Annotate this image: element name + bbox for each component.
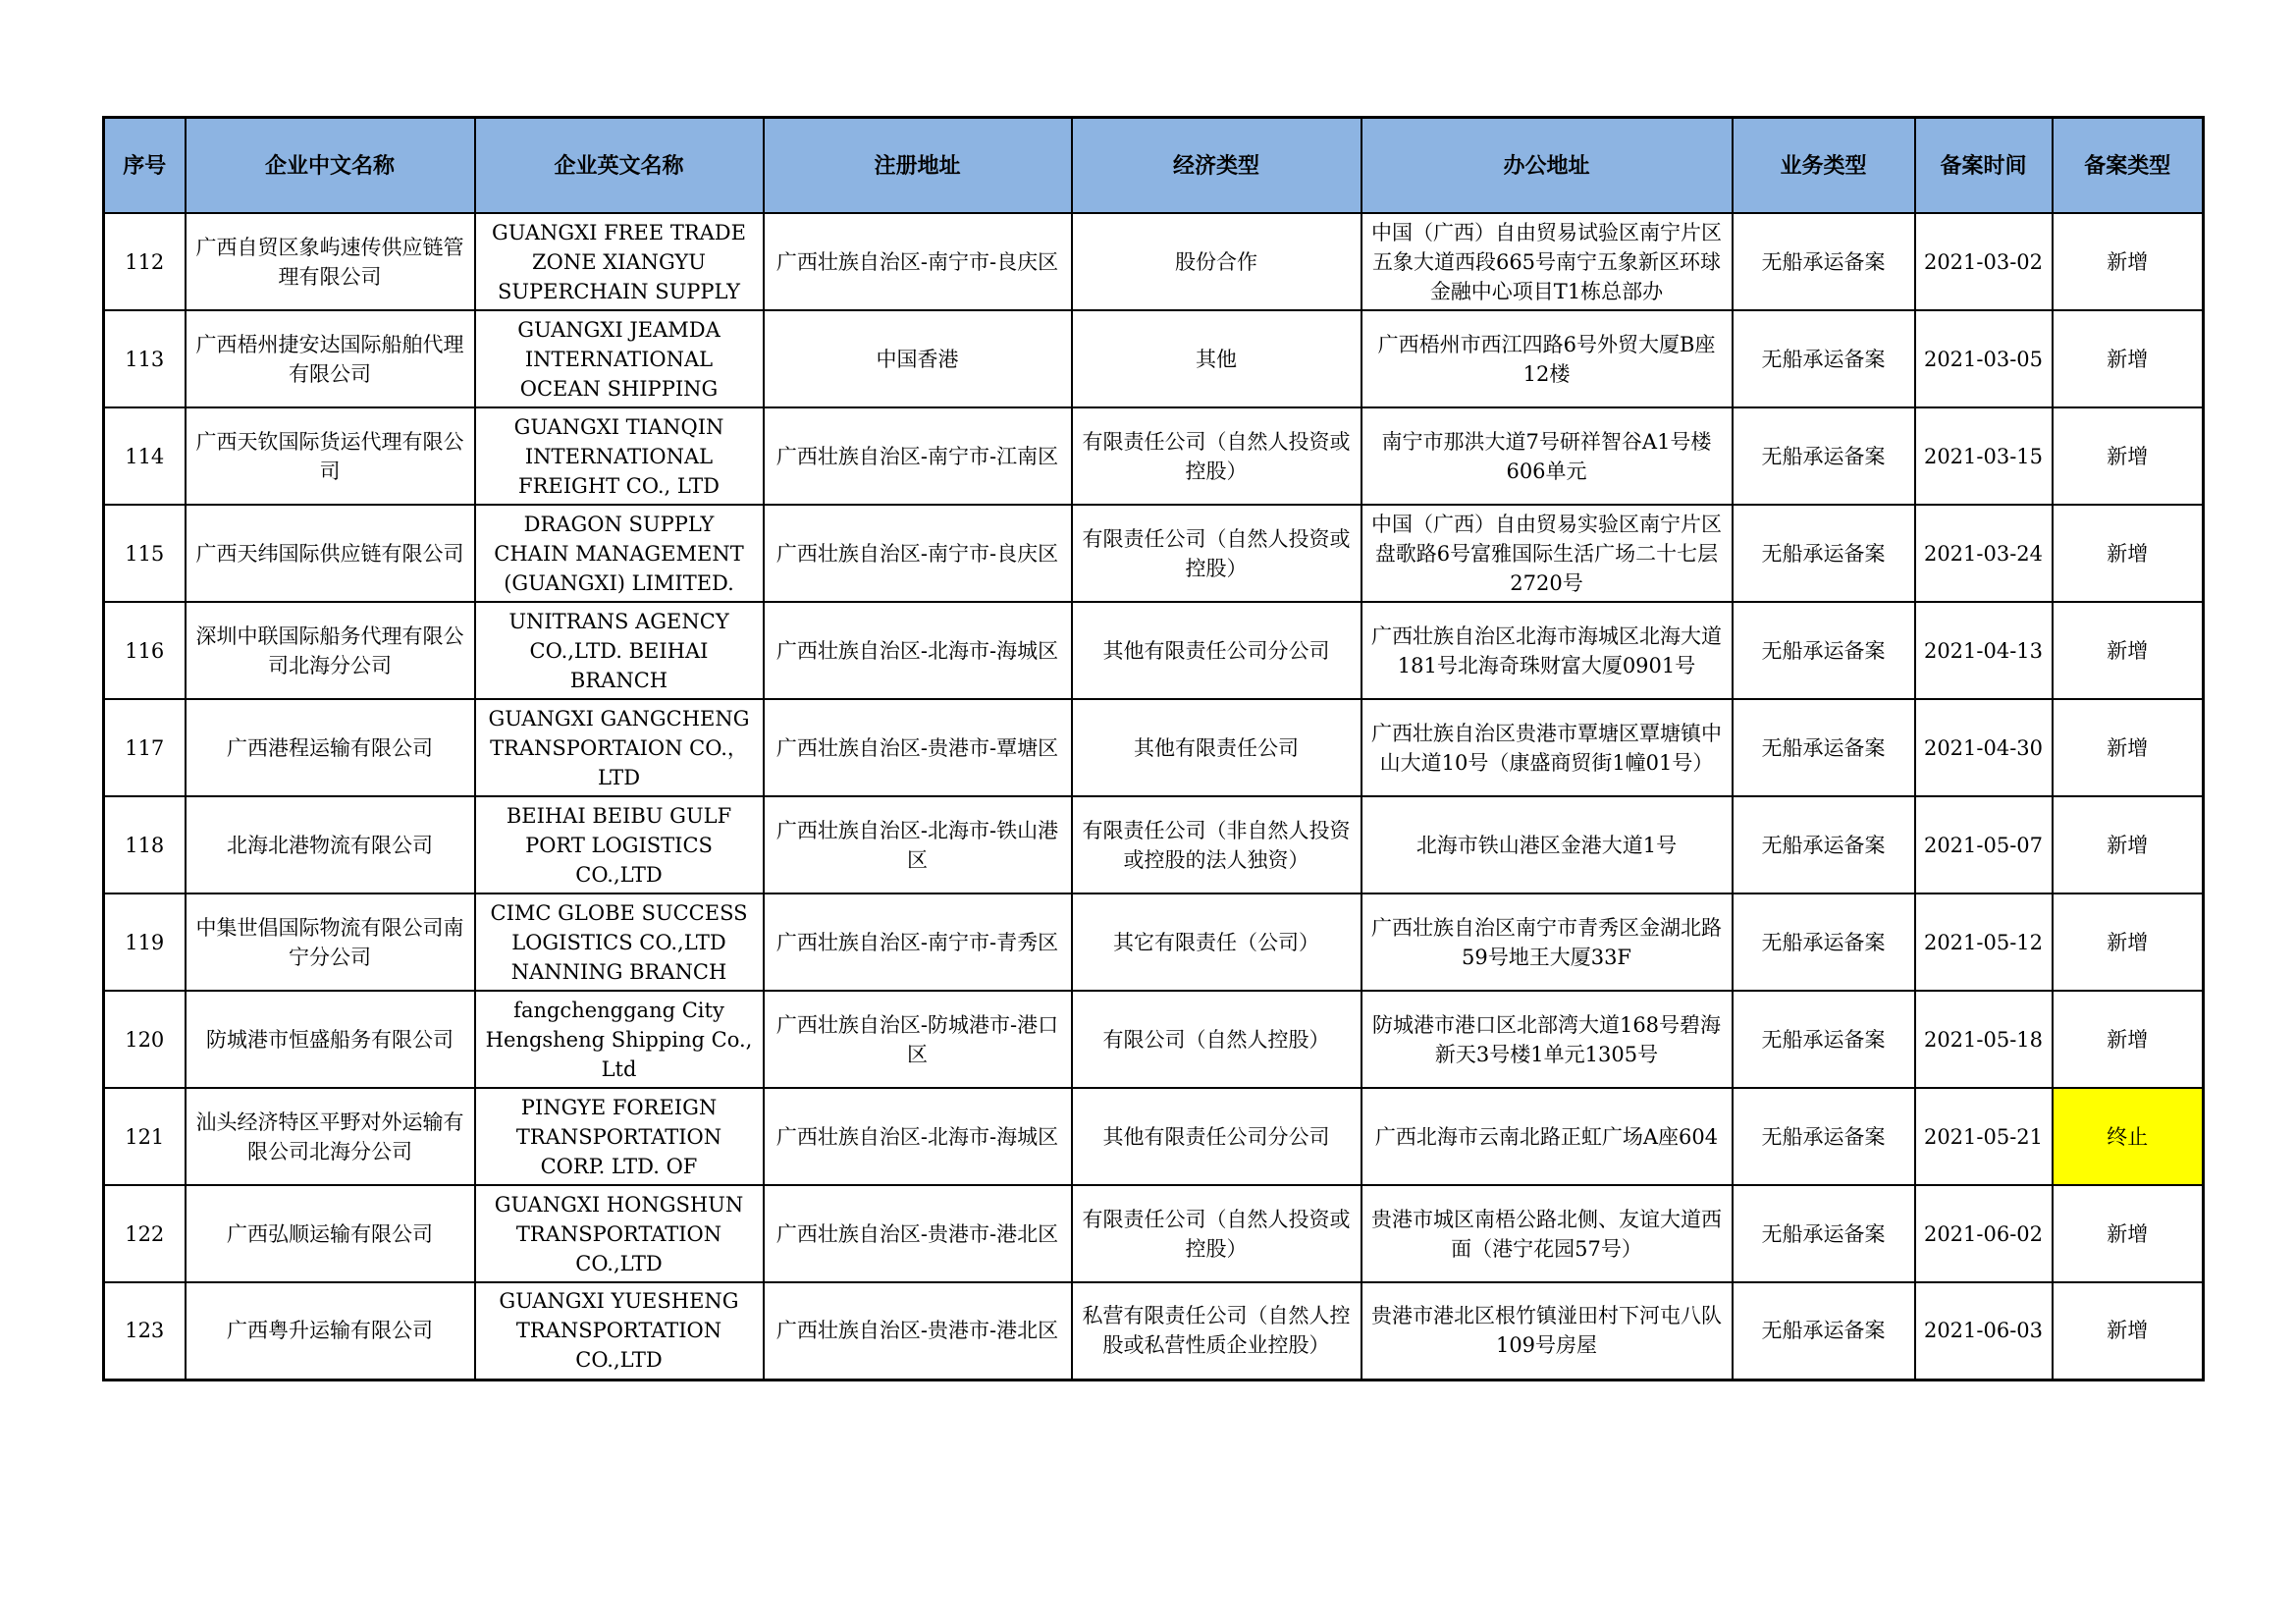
table-row	[104, 213, 2204, 310]
col-header-en-name: 企业英文名称	[475, 118, 764, 214]
cell-en-name: GUANGXI HONGSHUN TRANSPORTATION CO.,LTD	[475, 1185, 764, 1282]
table-row	[104, 796, 2204, 893]
cell-reg-addr: 广西壮族自治区-南宁市-青秀区	[764, 893, 1072, 991]
col-header-filing-type: 备案类型	[2053, 118, 2204, 214]
cell-office-addr: 中国（广西）自由贸易试验区南宁片区五象大道西段665号南宁五象新区环球金融中心项目T1栋总部办	[1362, 213, 1733, 310]
cell-office-addr: 贵港市港北区根竹镇湴田村下河屯八队109号房屋	[1362, 1282, 1733, 1380]
table-row	[104, 991, 2204, 1088]
col-header-office-addr: 办公地址	[1362, 118, 1733, 214]
cell-no: 115	[104, 505, 186, 602]
cell-biz-type: 无船承运备案	[1733, 1282, 1915, 1380]
cell-office-addr: 广西壮族自治区贵港市覃塘区覃塘镇中山大道10号（康盛商贸街1幢01号）	[1362, 699, 1733, 796]
cell-date: 2021-05-07	[1915, 796, 2053, 893]
cell-date: 2021-03-15	[1915, 407, 2053, 505]
cell-no: 121	[104, 1088, 186, 1185]
cell-cn-name: 广西梧州捷安达国际船舶代理有限公司	[186, 310, 475, 407]
cell-date: 2021-03-24	[1915, 505, 2053, 602]
cell-biz-type: 无船承运备案	[1733, 991, 1915, 1088]
cell-en-name: CIMC GLOBE SUCCESS LOGISTICS CO.,LTD NANNING BRANCH	[475, 893, 764, 991]
cell-filing-type: 新增	[2053, 213, 2204, 310]
cell-reg-addr: 广西壮族自治区-贵港市-覃塘区	[764, 699, 1072, 796]
cell-en-name: BEIHAI BEIBU GULF PORT LOGISTICS CO.,LTD	[475, 796, 764, 893]
cell-cn-name: 北海北港物流有限公司	[186, 796, 475, 893]
cell-biz-type: 无船承运备案	[1733, 699, 1915, 796]
cell-date: 2021-05-18	[1915, 991, 2053, 1088]
table-row	[104, 602, 2204, 699]
table-row	[104, 407, 2204, 505]
cell-office-addr: 南宁市那洪大道7号研祥智谷A1号楼606单元	[1362, 407, 1733, 505]
cell-office-addr: 防城港市港口区北部湾大道168号碧海新天3号楼1单元1305号	[1362, 991, 1733, 1088]
header-row	[104, 118, 2204, 214]
cell-biz-type: 无船承运备案	[1733, 1185, 1915, 1282]
cell-biz-type: 无船承运备案	[1733, 602, 1915, 699]
cell-reg-addr: 广西壮族自治区-贵港市-港北区	[764, 1185, 1072, 1282]
cell-en-name: GUANGXI FREE TRADE ZONE XIANGYU SUPERCHAIN SUPPLY	[475, 213, 764, 310]
cell-date: 2021-06-03	[1915, 1282, 2053, 1380]
cell-date: 2021-04-30	[1915, 699, 2053, 796]
cell-filing-type: 新增	[2053, 991, 2204, 1088]
cell-econ-type: 有限责任公司（自然人投资或控股）	[1072, 505, 1362, 602]
cell-en-name: GUANGXI JEAMDA INTERNATIONAL OCEAN SHIPPING	[475, 310, 764, 407]
cell-econ-type: 有限责任公司（非自然人投资或控股的法人独资）	[1072, 796, 1362, 893]
cell-office-addr: 广西壮族自治区北海市海城区北海大道181号北海奇珠财富大厦0901号	[1362, 602, 1733, 699]
cell-filing-type: 新增	[2053, 407, 2204, 505]
cell-filing-type: 新增	[2053, 1185, 2204, 1282]
cell-filing-type: 新增	[2053, 310, 2204, 407]
table-row	[104, 1088, 2204, 1185]
cell-filing-type: 新增	[2053, 796, 2204, 893]
cell-filing-type: 终止	[2053, 1088, 2204, 1185]
cell-biz-type: 无船承运备案	[1733, 893, 1915, 991]
cell-en-name: PINGYE FOREIGN TRANSPORTATION CORP. LTD. OF	[475, 1088, 764, 1185]
cell-office-addr: 贵港市城区南梧公路北侧、友谊大道西面（港宁花园57号）	[1362, 1185, 1733, 1282]
table-row	[104, 1282, 2204, 1380]
cell-date: 2021-03-05	[1915, 310, 2053, 407]
cell-date: 2021-04-13	[1915, 602, 2053, 699]
cell-no: 120	[104, 991, 186, 1088]
cell-en-name: GUANGXI GANGCHENG TRANSPORTAION CO.，LTD	[475, 699, 764, 796]
cell-cn-name: 深圳中联国际船务代理有限公司北海分公司	[186, 602, 475, 699]
cell-reg-addr: 广西壮族自治区-北海市-海城区	[764, 602, 1072, 699]
cell-en-name: fangchenggang City Hengsheng Shipping Co., Ltd	[475, 991, 764, 1088]
cell-econ-type: 其他有限责任公司	[1072, 699, 1362, 796]
cell-cn-name: 防城港市恒盛船务有限公司	[186, 991, 475, 1088]
cell-no: 114	[104, 407, 186, 505]
cell-biz-type: 无船承运备案	[1733, 213, 1915, 310]
filing-table	[102, 116, 2205, 1381]
cell-reg-addr: 广西壮族自治区-南宁市-良庆区	[764, 213, 1072, 310]
cell-date: 2021-03-02	[1915, 213, 2053, 310]
cell-no: 123	[104, 1282, 186, 1380]
cell-cn-name: 广西天钦国际货运代理有限公司	[186, 407, 475, 505]
cell-no: 119	[104, 893, 186, 991]
cell-filing-type: 新增	[2053, 602, 2204, 699]
cell-biz-type: 无船承运备案	[1733, 505, 1915, 602]
table-body	[104, 213, 2204, 1380]
cell-no: 117	[104, 699, 186, 796]
cell-reg-addr: 中国香港	[764, 310, 1072, 407]
col-header-cn-name: 企业中文名称	[186, 118, 475, 214]
cell-reg-addr: 广西壮族自治区-防城港市-港口区	[764, 991, 1072, 1088]
cell-econ-type: 其他有限责任公司分公司	[1072, 1088, 1362, 1185]
cell-cn-name: 广西自贸区象屿速传供应链管理有限公司	[186, 213, 475, 310]
cell-econ-type: 股份合作	[1072, 213, 1362, 310]
cell-econ-type: 有限公司（自然人控股）	[1072, 991, 1362, 1088]
col-header-no: 序号	[104, 118, 186, 214]
cell-en-name: DRAGON SUPPLY CHAIN MANAGEMENT (GUANGXI) LIMITED.	[475, 505, 764, 602]
cell-en-name: GUANGXI YUESHENG TRANSPORTATION CO.,LTD	[475, 1282, 764, 1380]
cell-office-addr: 广西北海市云南北路正虹广场A座604	[1362, 1088, 1733, 1185]
cell-biz-type: 无船承运备案	[1733, 796, 1915, 893]
cell-cn-name: 中集世倡国际物流有限公司南宁分公司	[186, 893, 475, 991]
col-header-date: 备案时间	[1915, 118, 2053, 214]
cell-reg-addr: 广西壮族自治区-北海市-铁山港区	[764, 796, 1072, 893]
cell-biz-type: 无船承运备案	[1733, 407, 1915, 505]
cell-no: 118	[104, 796, 186, 893]
col-header-reg-addr: 注册地址	[764, 118, 1072, 214]
table-row	[104, 505, 2204, 602]
cell-econ-type: 其他有限责任公司分公司	[1072, 602, 1362, 699]
cell-reg-addr: 广西壮族自治区-南宁市-江南区	[764, 407, 1072, 505]
cell-reg-addr: 广西壮族自治区-贵港市-港北区	[764, 1282, 1072, 1380]
cell-no: 113	[104, 310, 186, 407]
table-row	[104, 1185, 2204, 1282]
cell-filing-type: 新增	[2053, 505, 2204, 602]
cell-cn-name: 广西粤升运输有限公司	[186, 1282, 475, 1380]
cell-office-addr: 中国（广西）自由贸易实验区南宁片区盘歌路6号富雅国际生活广场二十七层2720号	[1362, 505, 1733, 602]
cell-econ-type: 私营有限责任公司（自然人控股或私营性质企业控股）	[1072, 1282, 1362, 1380]
cell-cn-name: 汕头经济特区平野对外运输有限公司北海分公司	[186, 1088, 475, 1185]
cell-date: 2021-06-02	[1915, 1185, 2053, 1282]
cell-filing-type: 新增	[2053, 1282, 2204, 1380]
cell-en-name: GUANGXI TIANQIN INTERNATIONAL FREIGHT CO., LTD	[475, 407, 764, 505]
cell-biz-type: 无船承运备案	[1733, 310, 1915, 407]
table-row	[104, 893, 2204, 991]
cell-econ-type: 其它有限责任（公司）	[1072, 893, 1362, 991]
col-header-biz-type: 业务类型	[1733, 118, 1915, 214]
table-row	[104, 699, 2204, 796]
cell-date: 2021-05-21	[1915, 1088, 2053, 1185]
cell-date: 2021-05-12	[1915, 893, 2053, 991]
cell-office-addr: 广西梧州市西江四路6号外贸大厦B座12楼	[1362, 310, 1733, 407]
col-header-econ-type: 经济类型	[1072, 118, 1362, 214]
cell-econ-type: 有限责任公司（自然人投资或控股）	[1072, 1185, 1362, 1282]
cell-cn-name: 广西港程运输有限公司	[186, 699, 475, 796]
cell-office-addr: 北海市铁山港区金港大道1号	[1362, 796, 1733, 893]
cell-biz-type: 无船承运备案	[1733, 1088, 1915, 1185]
cell-cn-name: 广西天纬国际供应链有限公司	[186, 505, 475, 602]
cell-en-name: UNITRANS AGENCY CO.,LTD. BEIHAI BRANCH	[475, 602, 764, 699]
cell-no: 112	[104, 213, 186, 310]
table-row	[104, 310, 2204, 407]
cell-cn-name: 广西弘顺运输有限公司	[186, 1185, 475, 1282]
cell-reg-addr: 广西壮族自治区-北海市-海城区	[764, 1088, 1072, 1185]
cell-econ-type: 其他	[1072, 310, 1362, 407]
cell-filing-type: 新增	[2053, 893, 2204, 991]
cell-econ-type: 有限责任公司（自然人投资或控股）	[1072, 407, 1362, 505]
cell-filing-type: 新增	[2053, 699, 2204, 796]
cell-reg-addr: 广西壮族自治区-南宁市-良庆区	[764, 505, 1072, 602]
cell-no: 116	[104, 602, 186, 699]
cell-no: 122	[104, 1185, 186, 1282]
cell-office-addr: 广西壮族自治区南宁市青秀区金湖北路59号地王大厦33F	[1362, 893, 1733, 991]
